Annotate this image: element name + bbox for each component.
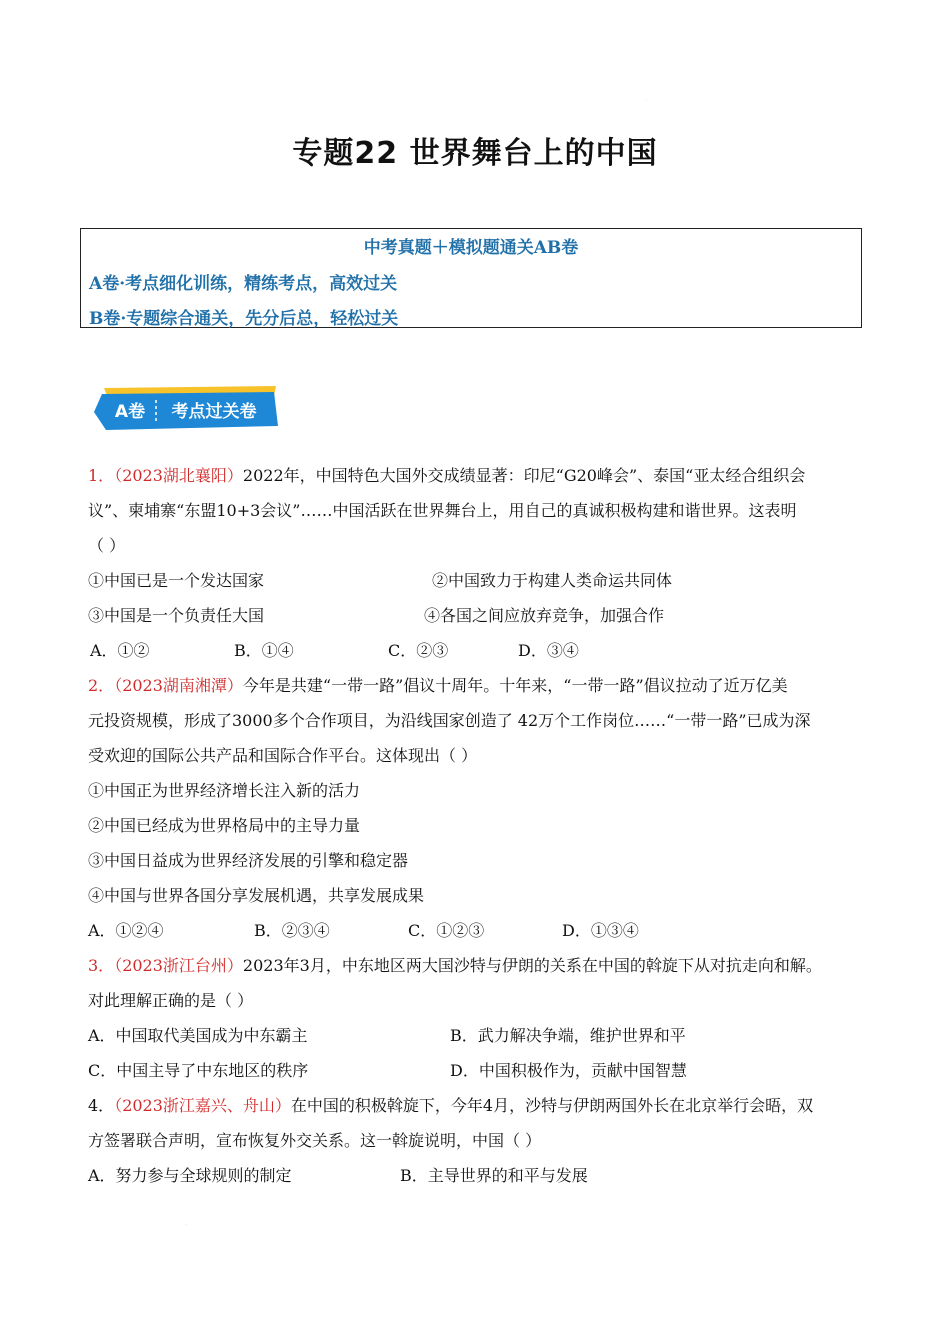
question-2-line-1: [88, 668, 863, 703]
statement: ④各国之间应放弃竞争，加强合作: [424, 606, 665, 625]
option-a[interactable]: A．努力参与全球规则的制定: [88, 1166, 292, 1185]
section-banner: [94, 386, 280, 434]
question-number: 3．: [88, 956, 115, 975]
question-1-statements-row-2: [88, 598, 863, 633]
question-2-statement-1: ①中国正为世界经济增长注入新的活力: [88, 781, 361, 800]
question-3-line-2: 对此理解正确的是（ ）: [88, 991, 254, 1010]
option-b[interactable]: B．①④: [234, 641, 294, 660]
option-c[interactable]: C．中国主导了中东地区的秩序: [88, 1061, 309, 1080]
question-list: [88, 458, 863, 1193]
corner-dot: ·: [646, 98, 648, 103]
statement: ①中国已是一个发达国家: [88, 571, 265, 590]
question-3-options-row-2: [88, 1053, 863, 1088]
question-source: （2023湖南湘潭）: [114, 676, 243, 695]
option-d[interactable]: D．①③④: [562, 921, 639, 940]
corner-dot: ·: [186, 1222, 188, 1227]
option-b[interactable]: B．②③④: [254, 921, 330, 940]
question-number: 2．: [88, 676, 115, 695]
option-a[interactable]: A．①②: [90, 641, 150, 660]
statement: ②中国致力于构建人类命运共同体: [432, 571, 673, 590]
question-number: 4．: [88, 1096, 115, 1115]
option-d[interactable]: D．中国积极作为，贡献中国智慧: [450, 1061, 687, 1080]
option-b[interactable]: B．主导世界的和平与发展: [400, 1166, 588, 1185]
question-source: （2023浙江嘉兴、舟山）: [114, 1096, 291, 1115]
banner-graphic: [94, 386, 280, 434]
question-text: 2022年，中国特色大国外交成绩显著：印尼“G20峰会”、泰国“亚太经合组织会: [242, 466, 806, 485]
statement: ③中国是一个负责任大国: [88, 606, 265, 625]
option-b[interactable]: B．武力解决争端，维护世界和平: [450, 1026, 686, 1045]
question-text: 2023年3月，中东地区两大国沙特与伊朗的关系在中国的斡旋下从对抗走向和解。: [242, 956, 822, 975]
question-1-options: [88, 633, 863, 668]
question-3-line-1: [88, 948, 863, 983]
intro-heading: 中考真题＋模拟题通关AB卷: [363, 238, 579, 258]
question-source: （2023浙江台州）: [114, 956, 243, 975]
question-2-line-2: 元投资规模，形成了3000多个合作项目，为沿线国家创造了 42万个工作岗位……“一带一路”已成为深: [88, 711, 811, 730]
question-2-statement-4: ④中国与世界各国分享发展机遇，共享发展成果: [88, 886, 425, 905]
question-2-line-3: 受欢迎的国际公共产品和国际合作平台。这体现出（ ）: [88, 746, 478, 765]
question-2-statement-2: ②中国已经成为世界格局中的主导力量: [88, 816, 361, 835]
question-text: 今年是共建“一带一路”倡议十周年。十年来，“一带一路”倡议拉动了近万亿美: [242, 676, 788, 695]
question-3-options-row-1: [88, 1018, 863, 1053]
option-c[interactable]: C．①②③: [408, 921, 485, 940]
intro-box: [80, 228, 862, 328]
option-c[interactable]: C．②③: [388, 641, 449, 660]
question-2-statement-3: ③中国日益成为世界经济发展的引擎和稳定器: [88, 851, 409, 870]
question-2-options: [88, 913, 863, 948]
question-1-statements-row-1: [88, 563, 863, 598]
option-a[interactable]: A．中国取代美国成为中东霸主: [88, 1026, 308, 1045]
question-1-line-2: 议”、柬埔寨“东盟10+3会议”……中国活跃在世界舞台上，用自己的真诚积极构建和谐世界。这表明: [88, 501, 797, 520]
question-1-line-1: [88, 458, 863, 493]
banner-left-label: A卷: [114, 402, 146, 422]
intro-line-a: A卷·考点细化训练，精练考点，高效过关: [89, 274, 398, 294]
question-1-line-3: （ ）: [88, 536, 126, 555]
question-4-line-1: [88, 1088, 863, 1123]
question-number: 1．: [88, 466, 115, 485]
option-a[interactable]: A．①②④: [88, 921, 164, 940]
page-title: 专题22 世界舞台上的中国: [292, 136, 658, 171]
question-4-line-2: 方签署联合声明，宣布恢复外交关系。这一斡旋说明，中国（ ）: [88, 1131, 542, 1150]
option-d[interactable]: D．③④: [518, 641, 579, 660]
question-4-options-row-1: [88, 1158, 863, 1193]
intro-line-b: B卷·专题综合通关，先分后总，轻松过关: [89, 309, 399, 329]
question-source: （2023湖北襄阳）: [114, 466, 243, 485]
question-text: 在中国的积极斡旋下，今年4月，沙特与伊朗两国外长在北京举行会晤，双: [290, 1096, 814, 1115]
banner-right-label: 考点过关卷: [171, 402, 257, 422]
